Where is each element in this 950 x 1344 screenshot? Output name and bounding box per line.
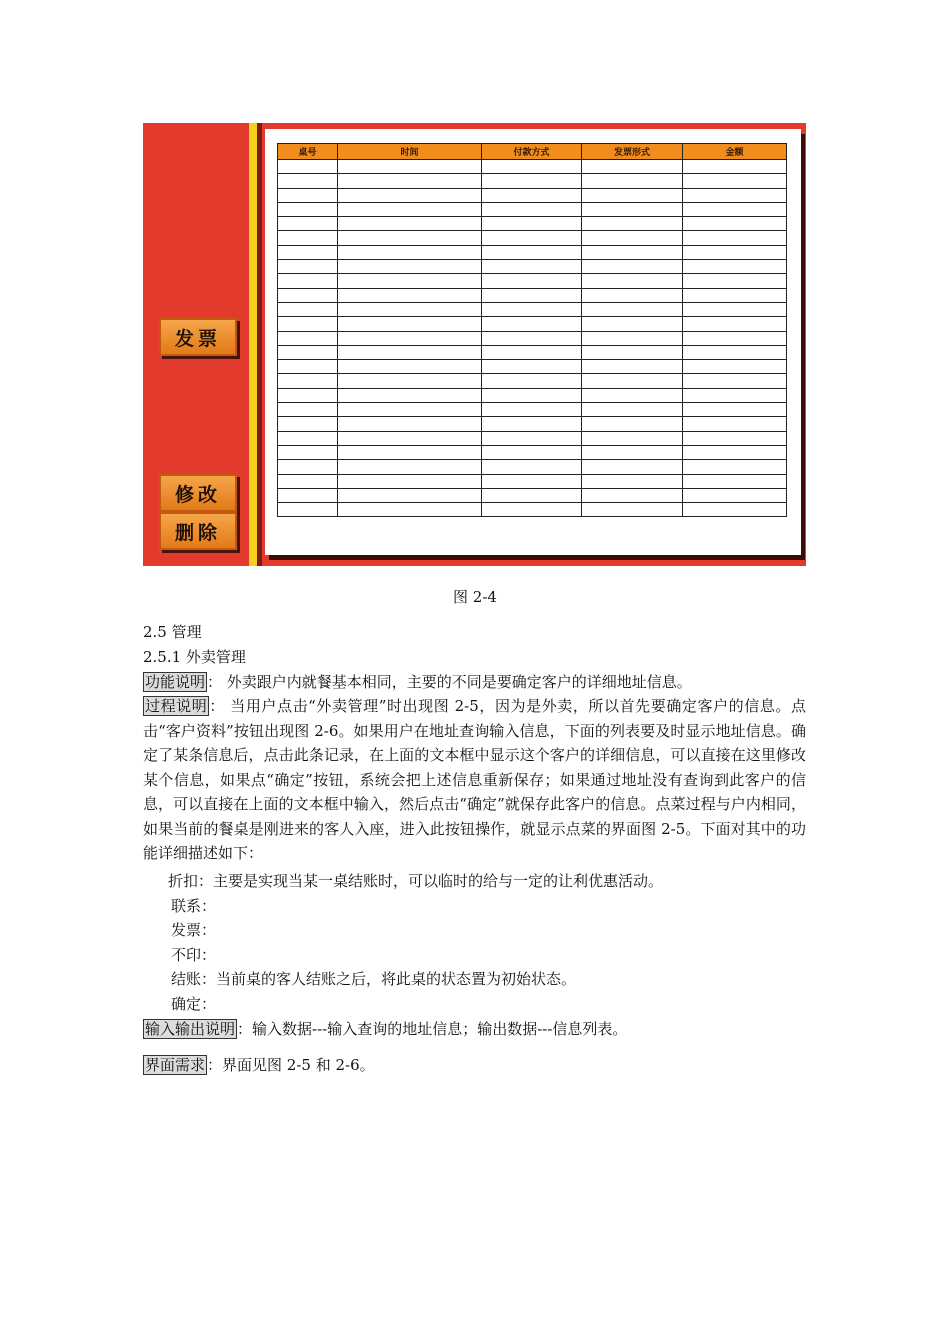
table-cell[interactable] <box>683 188 787 202</box>
table-cell[interactable] <box>482 488 582 502</box>
table-cell[interactable] <box>482 388 582 402</box>
table-cell[interactable] <box>683 388 787 402</box>
table-cell[interactable] <box>582 345 683 359</box>
table-cell[interactable] <box>338 431 482 445</box>
table-cell[interactable] <box>582 274 683 288</box>
io-description <box>143 1017 806 1042</box>
table-cell[interactable] <box>278 188 338 202</box>
table-cell[interactable] <box>482 188 582 202</box>
invoice-line: 发票： <box>171 921 217 939</box>
table-cell[interactable] <box>683 160 787 174</box>
table-cell[interactable] <box>338 245 482 259</box>
invoice-table <box>277 143 787 517</box>
table-cell[interactable] <box>582 360 683 374</box>
table-cell[interactable] <box>482 274 582 288</box>
table-cell[interactable] <box>338 260 482 274</box>
table-row[interactable] <box>278 403 787 417</box>
table-cell[interactable] <box>482 431 582 445</box>
table-cell[interactable] <box>338 317 482 331</box>
table-cell[interactable] <box>683 445 787 459</box>
table-cell[interactable] <box>338 174 482 188</box>
table-cell[interactable] <box>482 245 582 259</box>
table-cell[interactable] <box>582 174 683 188</box>
figure-2-4-screenshot <box>143 123 806 566</box>
table-cell[interactable] <box>582 231 683 245</box>
table-cell[interactable] <box>683 503 787 517</box>
table-row[interactable] <box>278 174 787 188</box>
table-cell[interactable] <box>582 160 683 174</box>
invoice-table-body <box>278 160 787 517</box>
table-cell[interactable] <box>683 403 787 417</box>
table-cell[interactable] <box>338 288 482 302</box>
table-row[interactable] <box>278 360 787 374</box>
table-row[interactable] <box>278 503 787 517</box>
table-cell[interactable] <box>338 403 482 417</box>
table-cell[interactable] <box>278 174 338 188</box>
table-cell[interactable] <box>278 274 338 288</box>
table-cell[interactable] <box>582 217 683 231</box>
checkout-line: 结账：当前桌的客人结账之后，将此桌的状态置为初始状态。 <box>171 970 577 988</box>
table-cell[interactable] <box>278 317 338 331</box>
table-cell[interactable] <box>582 445 683 459</box>
table-row[interactable] <box>278 160 787 174</box>
table-cell[interactable] <box>582 374 683 388</box>
delete-button-label: 删除 <box>174 521 221 544</box>
col-header-invoice-type[interactable]: 发票形式 <box>582 144 683 160</box>
table-row[interactable] <box>278 260 787 274</box>
table-cell[interactable] <box>683 374 787 388</box>
function-label: 功能说明 <box>145 673 206 691</box>
table-cell[interactable] <box>482 403 582 417</box>
table-cell[interactable] <box>338 202 482 216</box>
process-description <box>143 694 806 866</box>
table-cell[interactable] <box>338 231 482 245</box>
col-header-table-no[interactable]: 桌号 <box>278 144 338 160</box>
yellow-divider <box>249 123 257 566</box>
table-cell[interactable] <box>683 331 787 345</box>
table-cell[interactable] <box>683 360 787 374</box>
table-cell[interactable] <box>482 317 582 331</box>
table-cell[interactable] <box>278 202 338 216</box>
subsection-heading: 2.5.1 外卖管理 <box>143 648 246 666</box>
table-cell[interactable] <box>482 445 582 459</box>
invoice-button-label: 发票 <box>174 327 221 350</box>
table-cell[interactable] <box>482 288 582 302</box>
table-row[interactable] <box>278 188 787 202</box>
table-row[interactable] <box>278 202 787 216</box>
table-cell[interactable] <box>582 431 683 445</box>
io-text: ：输入数据---输入查询的地址信息；输出数据---信息列表。 <box>237 1020 628 1038</box>
table-cell[interactable] <box>582 202 683 216</box>
ui-label: 界面需求 <box>145 1056 206 1074</box>
table-cell[interactable] <box>683 174 787 188</box>
table-cell[interactable] <box>683 317 787 331</box>
table-row[interactable] <box>278 288 787 302</box>
table-cell[interactable] <box>278 388 338 402</box>
table-cell[interactable] <box>338 460 482 474</box>
table-row[interactable] <box>278 231 787 245</box>
noprint-line: 不印： <box>171 946 217 964</box>
table-cell[interactable] <box>683 474 787 488</box>
table-cell[interactable] <box>482 417 582 431</box>
table-cell[interactable] <box>278 231 338 245</box>
invoice-list-panel <box>265 129 801 555</box>
table-cell[interactable] <box>278 260 338 274</box>
table-cell[interactable] <box>482 331 582 345</box>
table-cell[interactable] <box>278 288 338 302</box>
table-cell[interactable] <box>582 488 683 502</box>
table-cell[interactable] <box>582 417 683 431</box>
table-cell[interactable] <box>482 160 582 174</box>
ui-requirement <box>143 1053 806 1078</box>
table-cell[interactable] <box>482 174 582 188</box>
table-cell[interactable] <box>278 474 338 488</box>
col-header-payment-method[interactable]: 付款方式 <box>482 144 582 160</box>
table-cell[interactable] <box>338 374 482 388</box>
table-cell[interactable] <box>683 345 787 359</box>
table-cell[interactable] <box>582 474 683 488</box>
table-cell[interactable] <box>582 260 683 274</box>
table-cell[interactable] <box>482 202 582 216</box>
table-cell[interactable] <box>683 231 787 245</box>
table-cell[interactable] <box>683 217 787 231</box>
table-cell[interactable] <box>683 488 787 502</box>
delete-button[interactable] <box>159 512 237 550</box>
table-row[interactable] <box>278 445 787 459</box>
modify-button-label: 修改 <box>174 483 221 506</box>
col-header-time[interactable]: 时间 <box>338 144 482 160</box>
confirm-line: 确定： <box>171 995 217 1013</box>
table-row[interactable] <box>278 488 787 502</box>
table-header-row <box>278 144 787 160</box>
table-cell[interactable] <box>278 345 338 359</box>
table-cell[interactable] <box>338 417 482 431</box>
table-row[interactable] <box>278 460 787 474</box>
table-row[interactable] <box>278 474 787 488</box>
table-cell[interactable] <box>683 302 787 316</box>
table-cell[interactable] <box>482 360 582 374</box>
table-row[interactable] <box>278 245 787 259</box>
table-cell[interactable] <box>278 417 338 431</box>
table-cell[interactable] <box>278 245 338 259</box>
table-cell[interactable] <box>338 188 482 202</box>
table-cell[interactable] <box>278 445 338 459</box>
modify-button[interactable] <box>159 474 237 512</box>
table-row[interactable] <box>278 374 787 388</box>
table-cell[interactable] <box>482 345 582 359</box>
table-cell[interactable] <box>482 217 582 231</box>
table-cell[interactable] <box>278 374 338 388</box>
table-cell[interactable] <box>582 188 683 202</box>
table-cell[interactable] <box>683 202 787 216</box>
table-cell[interactable] <box>683 431 787 445</box>
table-cell[interactable] <box>683 460 787 474</box>
table-cell[interactable] <box>582 460 683 474</box>
table-cell[interactable] <box>582 245 683 259</box>
table-cell[interactable] <box>582 503 683 517</box>
table-row[interactable] <box>278 431 787 445</box>
table-cell[interactable] <box>278 302 338 316</box>
table-cell[interactable] <box>338 488 482 502</box>
table-cell[interactable] <box>278 460 338 474</box>
table-cell[interactable] <box>683 288 787 302</box>
io-label: 输入输出说明 <box>145 1020 236 1038</box>
table-cell[interactable] <box>482 302 582 316</box>
table-cell[interactable] <box>582 317 683 331</box>
discount-line: 折扣：主要是实现当某一桌结账时，可以临时的给与一定的让利优惠活动。 <box>168 872 664 890</box>
table-cell[interactable] <box>338 274 482 288</box>
table-cell[interactable] <box>582 403 683 417</box>
section-heading: 2.5 管理 <box>143 623 202 641</box>
table-cell[interactable] <box>482 503 582 517</box>
table-cell[interactable] <box>338 160 482 174</box>
function-text: ： 外卖跟户内就餐基本相同，主要的不同是要确定客户的详细地址信息。 <box>207 673 692 691</box>
table-cell[interactable] <box>338 360 482 374</box>
table-row[interactable] <box>278 388 787 402</box>
table-cell[interactable] <box>278 217 338 231</box>
table-cell[interactable] <box>482 231 582 245</box>
table-cell[interactable] <box>278 503 338 517</box>
table-cell[interactable] <box>683 245 787 259</box>
table-cell[interactable] <box>482 374 582 388</box>
table-cell[interactable] <box>338 345 482 359</box>
table-cell[interactable] <box>338 331 482 345</box>
table-cell[interactable] <box>482 260 582 274</box>
table-cell[interactable] <box>482 460 582 474</box>
table-row[interactable] <box>278 417 787 431</box>
table-cell[interactable] <box>338 445 482 459</box>
table-cell[interactable] <box>482 474 582 488</box>
table-cell[interactable] <box>338 503 482 517</box>
table-row[interactable] <box>278 274 787 288</box>
table-row[interactable] <box>278 217 787 231</box>
table-cell[interactable] <box>683 274 787 288</box>
dark-divider <box>257 123 262 566</box>
table-cell[interactable] <box>278 331 338 345</box>
table-cell[interactable] <box>338 474 482 488</box>
table-row[interactable] <box>278 331 787 345</box>
table-cell[interactable] <box>278 488 338 502</box>
table-cell[interactable] <box>338 388 482 402</box>
ui-text: ：界面见图 2-5 和 2-6。 <box>207 1056 375 1074</box>
process-text: ： 当用户点击“外卖管理”时出现图 2-5，因为是外卖，所以首先要确定客户的信息。点击“客户资料”按钮出现图 2-6。如果用户在地址查询输入信息，下面的列表要及时显示地址信息。确定了某条信息后，点击此条记录，在上面的文本框中显示这个客户的详细信息，可以直接在这里修改某个信息，如果点“确定”按钮，系统会把上述信息重新保存；如果通过地址没有查询到此客户的信息，可以直接在上面的文本框中输入，然后点击“确定”就保存此客户的信息。点菜过程与户内相同，如果当前的餐桌是刚进来的客人入座，进入此按钮操作，就显示点菜的界面图 2-5。下面对其中的功能详细描述如下： <box>143 697 806 862</box>
col-header-amount[interactable]: 金额 <box>683 144 787 160</box>
table-cell[interactable] <box>582 302 683 316</box>
table-cell[interactable] <box>582 331 683 345</box>
table-cell[interactable] <box>582 288 683 302</box>
table-cell[interactable] <box>683 417 787 431</box>
table-cell[interactable] <box>338 302 482 316</box>
table-row[interactable] <box>278 345 787 359</box>
table-cell[interactable] <box>338 217 482 231</box>
table-cell[interactable] <box>278 431 338 445</box>
table-cell[interactable] <box>582 388 683 402</box>
contact-line: 联系： <box>171 897 217 915</box>
process-label: 过程说明 <box>145 697 208 715</box>
table-row[interactable] <box>278 302 787 316</box>
table-cell[interactable] <box>278 403 338 417</box>
invoice-button[interactable] <box>159 318 237 356</box>
figure-caption: 图 2-4 <box>453 588 497 606</box>
table-cell[interactable] <box>278 360 338 374</box>
table-row[interactable] <box>278 317 787 331</box>
function-description <box>143 670 806 695</box>
table-cell[interactable] <box>278 160 338 174</box>
table-cell[interactable] <box>683 260 787 274</box>
